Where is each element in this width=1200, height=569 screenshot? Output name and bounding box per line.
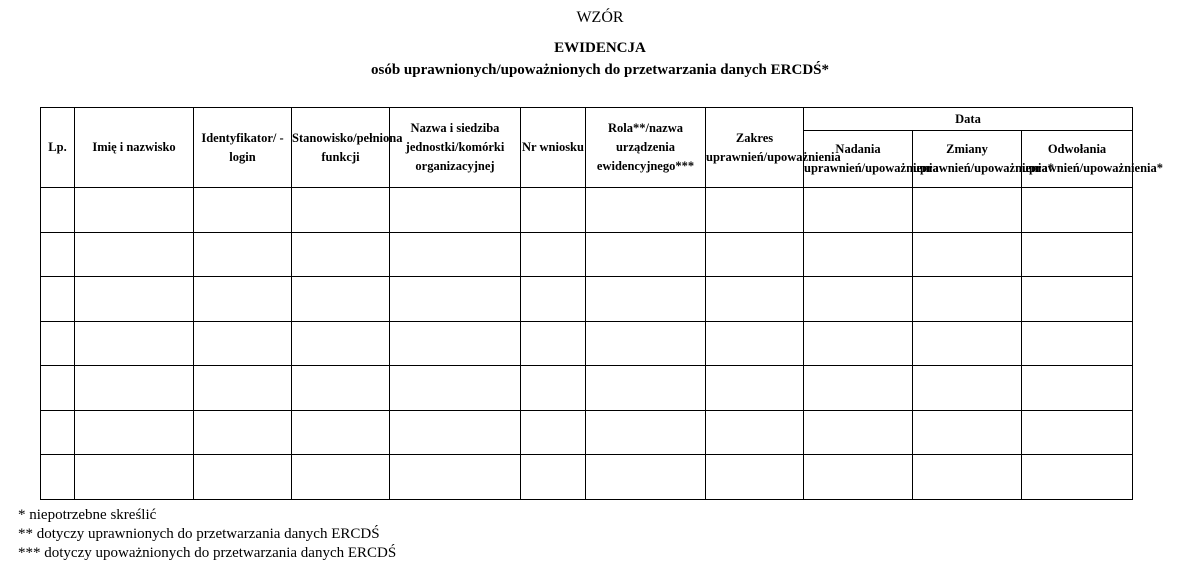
table-cell[interactable] bbox=[1022, 277, 1133, 322]
table-cell[interactable] bbox=[194, 410, 292, 455]
table-row bbox=[41, 455, 1133, 500]
table-cell[interactable] bbox=[804, 321, 913, 366]
table-cell[interactable] bbox=[586, 232, 706, 277]
table-cell[interactable] bbox=[41, 321, 75, 366]
table-cell[interactable] bbox=[913, 321, 1022, 366]
table-cell[interactable] bbox=[706, 188, 804, 233]
table-cell[interactable] bbox=[586, 321, 706, 366]
col-header-date-changed: Zmiany uprawnień/upoważnienia* bbox=[913, 131, 1022, 188]
table-cell[interactable] bbox=[292, 232, 390, 277]
table-cell[interactable] bbox=[1022, 321, 1133, 366]
table-cell[interactable] bbox=[706, 277, 804, 322]
registry-table bbox=[40, 107, 1164, 500]
table-cell[interactable] bbox=[706, 321, 804, 366]
table-cell[interactable] bbox=[390, 232, 521, 277]
table-cell[interactable] bbox=[804, 188, 913, 233]
table-cell[interactable] bbox=[390, 277, 521, 322]
col-header-name: Imię i nazwisko bbox=[75, 108, 194, 188]
table-cell[interactable] bbox=[1022, 232, 1133, 277]
table-row bbox=[41, 366, 1133, 411]
table-cell[interactable] bbox=[390, 410, 521, 455]
table-cell[interactable] bbox=[1022, 366, 1133, 411]
col-header-request: Nr wniosku bbox=[521, 108, 586, 188]
table-cell[interactable] bbox=[292, 455, 390, 500]
table-cell[interactable] bbox=[521, 277, 586, 322]
table-cell[interactable] bbox=[292, 188, 390, 233]
table-cell[interactable] bbox=[194, 366, 292, 411]
table-cell[interactable] bbox=[41, 188, 75, 233]
table-cell[interactable] bbox=[804, 455, 913, 500]
col-header-unit: Nazwa i siedziba jednostki/komórki organizacyjnej bbox=[390, 108, 521, 188]
form-template-label: WZÓR bbox=[576, 9, 624, 26]
table-cell[interactable] bbox=[194, 277, 292, 322]
col-header-date-granted: Nadania uprawnień/upoważnienia bbox=[804, 131, 913, 188]
table-row bbox=[41, 188, 1133, 233]
table-cell[interactable] bbox=[521, 321, 586, 366]
col-header-date-group: Data bbox=[804, 108, 1133, 131]
table-cell[interactable] bbox=[75, 455, 194, 500]
table-cell[interactable] bbox=[586, 455, 706, 500]
table-cell[interactable] bbox=[521, 455, 586, 500]
table-cell[interactable] bbox=[586, 277, 706, 322]
table-cell[interactable] bbox=[292, 277, 390, 322]
table-cell[interactable] bbox=[390, 188, 521, 233]
table-cell[interactable] bbox=[1022, 410, 1133, 455]
table-cell[interactable] bbox=[804, 366, 913, 411]
table-cell[interactable] bbox=[913, 366, 1022, 411]
table-cell[interactable] bbox=[390, 366, 521, 411]
table-cell[interactable] bbox=[75, 188, 194, 233]
table-cell[interactable] bbox=[390, 321, 521, 366]
col-header-scope: Zakres uprawnień/upoważnienia bbox=[706, 108, 804, 188]
table-cell[interactable] bbox=[913, 277, 1022, 322]
table-cell[interactable] bbox=[41, 455, 75, 500]
table-cell[interactable] bbox=[194, 188, 292, 233]
table-cell[interactable] bbox=[75, 366, 194, 411]
table-cell[interactable] bbox=[75, 410, 194, 455]
table-cell[interactable] bbox=[521, 232, 586, 277]
table-cell[interactable] bbox=[706, 410, 804, 455]
table-row bbox=[41, 321, 1133, 366]
table-cell[interactable] bbox=[194, 455, 292, 500]
table-cell[interactable] bbox=[390, 455, 521, 500]
table-cell[interactable] bbox=[586, 188, 706, 233]
table-cell[interactable] bbox=[706, 366, 804, 411]
document-title: EWIDENCJA bbox=[554, 40, 646, 56]
table-cell[interactable] bbox=[75, 232, 194, 277]
table-cell[interactable] bbox=[586, 366, 706, 411]
table-row bbox=[41, 232, 1133, 277]
table-cell[interactable] bbox=[913, 410, 1022, 455]
document-subtitle: osób uprawnionych/upoważnionych do przetwarzania danych ERCDŚ* bbox=[371, 62, 829, 78]
table-cell[interactable] bbox=[913, 232, 1022, 277]
col-header-lp: Lp. bbox=[41, 108, 75, 188]
table-cell[interactable] bbox=[41, 277, 75, 322]
table-cell[interactable] bbox=[706, 455, 804, 500]
table-cell[interactable] bbox=[913, 455, 1022, 500]
table-cell[interactable] bbox=[586, 410, 706, 455]
table-cell[interactable] bbox=[292, 366, 390, 411]
col-header-role: Rola**/nazwa urządzenia ewidencyjnego*** bbox=[586, 108, 706, 188]
col-header-login: Identyfikator/ - login bbox=[194, 108, 292, 188]
table-body bbox=[41, 188, 1133, 500]
table-cell[interactable] bbox=[41, 232, 75, 277]
table-row bbox=[41, 410, 1133, 455]
table-cell[interactable] bbox=[194, 321, 292, 366]
table-cell[interactable] bbox=[1022, 455, 1133, 500]
table-cell[interactable] bbox=[804, 277, 913, 322]
table-cell[interactable] bbox=[913, 188, 1022, 233]
table-cell[interactable] bbox=[1022, 188, 1133, 233]
table-cell[interactable] bbox=[706, 232, 804, 277]
footnote-2: ** dotyczy uprawnionych do przetwarzania danych ERCDŚ bbox=[18, 526, 380, 542]
table-cell[interactable] bbox=[75, 321, 194, 366]
table-cell[interactable] bbox=[41, 366, 75, 411]
table-cell[interactable] bbox=[521, 366, 586, 411]
table-cell[interactable] bbox=[75, 277, 194, 322]
table-row bbox=[41, 277, 1133, 322]
table-cell[interactable] bbox=[804, 410, 913, 455]
table-cell[interactable] bbox=[804, 232, 913, 277]
table-cell[interactable] bbox=[194, 232, 292, 277]
table-cell[interactable] bbox=[292, 410, 390, 455]
table-cell[interactable] bbox=[521, 410, 586, 455]
footnote-3: *** dotyczy upoważnionych do przetwarzania danych ERCDŚ bbox=[18, 545, 397, 561]
table-cell[interactable] bbox=[292, 321, 390, 366]
table-cell[interactable] bbox=[41, 410, 75, 455]
col-header-position: Stanowisko/pełniona funkcji bbox=[292, 108, 390, 188]
table-cell[interactable] bbox=[521, 188, 586, 233]
footnote-1: * niepotrzebne skreślić bbox=[18, 507, 157, 523]
col-header-date-revoked: Odwołania uprawnień/upoważnienia* bbox=[1022, 131, 1133, 188]
